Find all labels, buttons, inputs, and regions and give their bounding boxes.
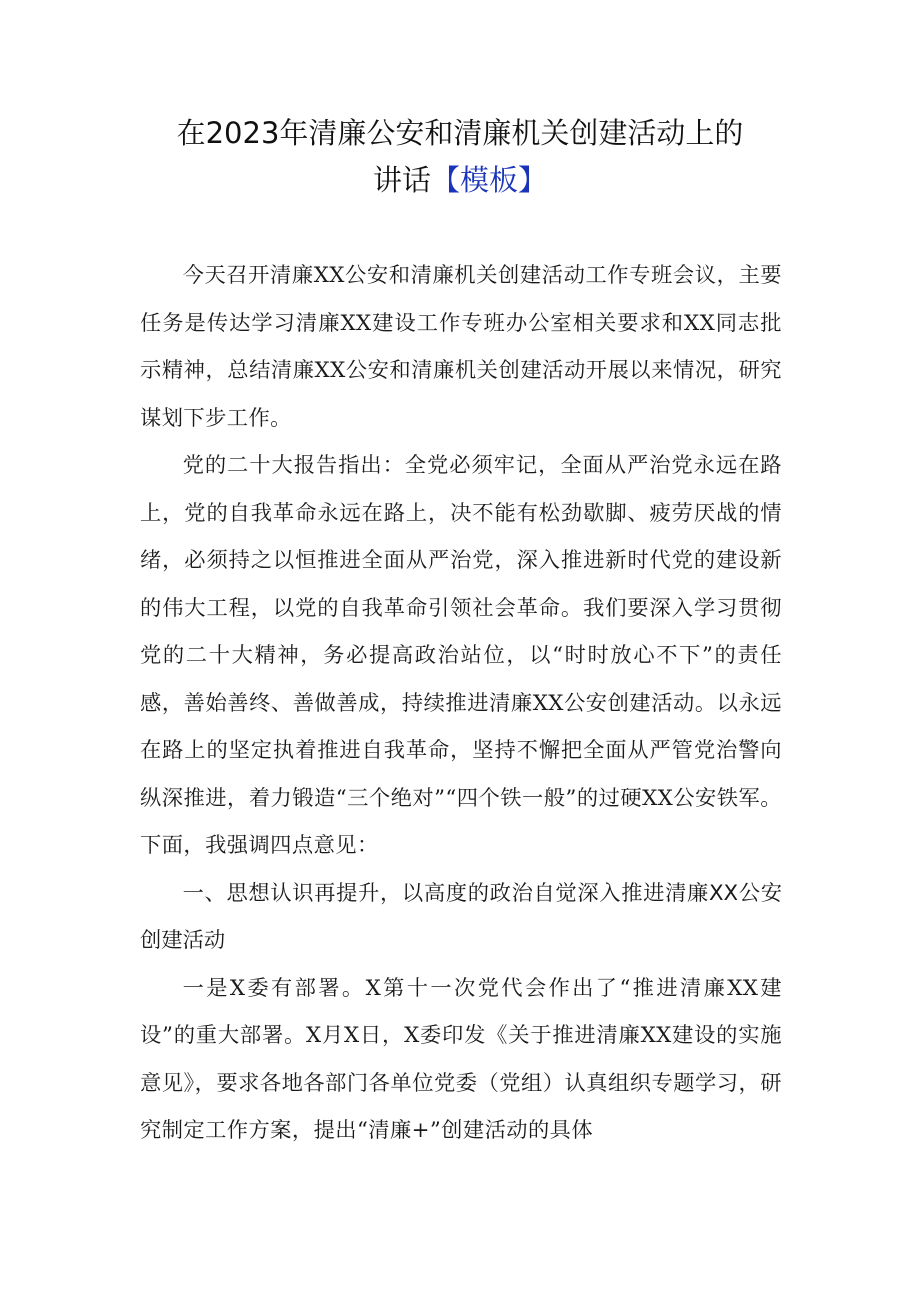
document-title-line1: 在2023年清廉公安和清廉机关创建活动上的 <box>176 116 744 150</box>
title-tag: 【模板】 <box>431 163 548 197</box>
paragraph-report: 党的二十大报告指出：全党必须牢记，全面从严治党永远在路上，党的自我革命永远在路上，决不能有松劲歇脚、疲劳厌战的情绪，必须持之以恒推进全面从严治党，深入推进新时代党的建设新的伟大工程，以党的自我革命引领社会革命。我们要深入学习贯彻党的二十大精神，务必提高政治站位，以“时时放心不下”的责任感，善始善终、善做善成，持续推进清廉XX公安创建活动。以永远在路上的坚定执着推进自我革命，坚持不懈把全面从严管党治警向纵深推进，着力锻造“三个绝对”“四个铁一般”的过硬XX公安铁军。下面，我强调四点意见： <box>140 453 782 858</box>
document-body <box>140 252 782 1155</box>
paragraph-intro: 今天召开清廉XX公安和清廉机关创建活动工作专班会议，主要任务是传达学习清廉XX建设工作专班办公室相关要求和XX同志批示精神，总结清廉XX公安和清廉机关创建活动开展以来情况，研究谋划下步工作。 <box>140 263 782 431</box>
title-text: 讲话 <box>372 163 431 197</box>
paragraph-first-point: 一是X委有部署。X第十一次党代会作出了“推进清廉XX建设”的重大部署。X月X日，X委印发《关于推进清廉XX建设的实施意见》，要求各地各部门各单位党委（党组）认真组织专题学习，研究制定工作方案，提出“清廉+”创建活动的具体 <box>140 975 782 1143</box>
section-heading-1: 一、思想认识再提升，以高度的政治自觉深入推进清廉XX公安创建活动 <box>140 880 782 953</box>
document-title-line2 <box>120 155 800 205</box>
